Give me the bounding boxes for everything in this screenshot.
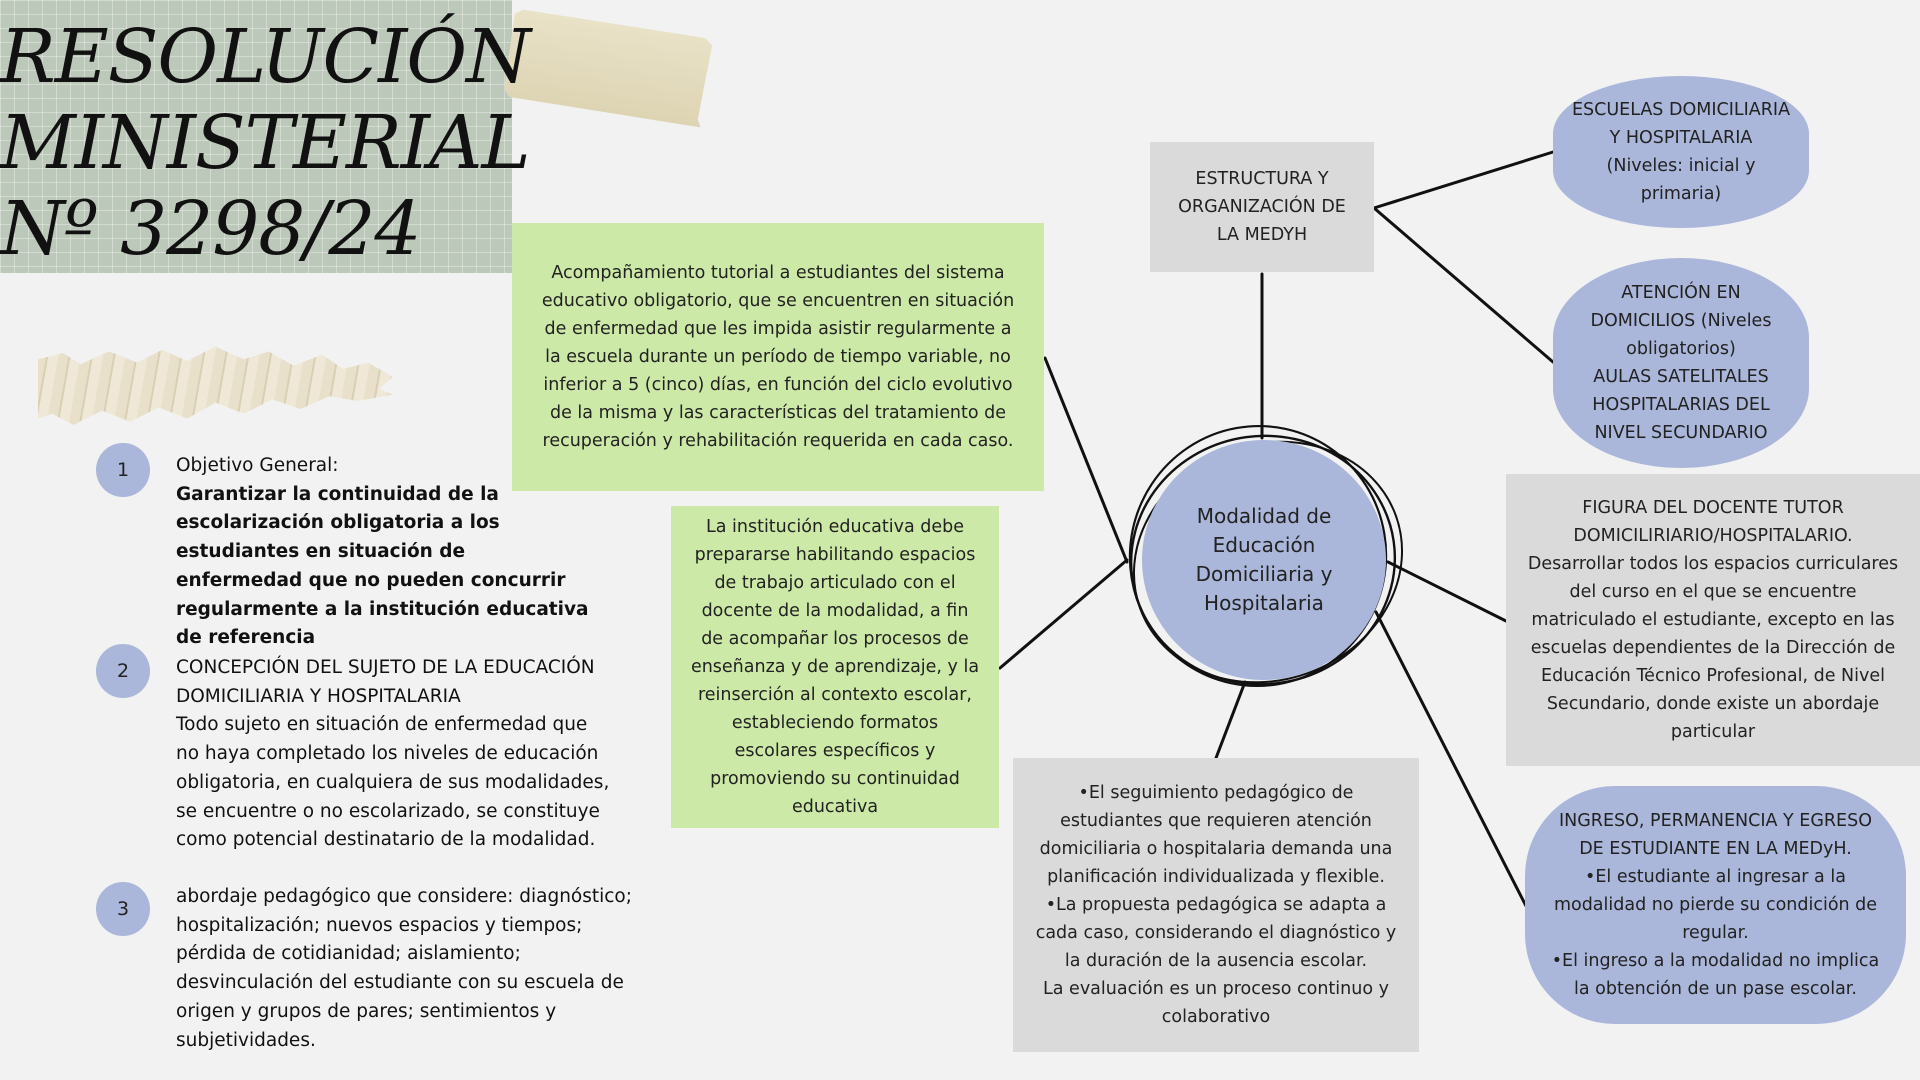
center-node-modalidad	[1142, 440, 1386, 680]
line-center-acompanamiento	[1045, 358, 1127, 562]
ingreso-text-1: •El estudiante al ingresar a la modalidad no pierde su condición de regular.	[1553, 867, 1878, 943]
line-center-institucion	[1000, 560, 1127, 668]
seguimiento-text-2: •La propuesta pedagógica se adapta a cada caso, considerando el diagnóstico y la duración de la ausencia escolar.	[1035, 895, 1397, 971]
line-center-figura	[1388, 562, 1508, 622]
box-ingreso	[1525, 786, 1906, 1024]
box-figura-docente	[1506, 474, 1920, 766]
line-estructura-escuelas	[1374, 152, 1553, 208]
escuelas-text: ESCUELAS DOMICILIARIA Y HOSPITALARIA (Niveles: inicial y primaria)	[1571, 100, 1791, 204]
estructura-text: ESTRUCTURA Y ORGANIZACIÓN DE LA MEDYH	[1178, 169, 1346, 245]
title-line-2: MINISTERIAL	[0, 100, 530, 186]
box-atencion	[1553, 258, 1809, 468]
concepcion-body: Todo sujeto en situación de enfermedad que no haya completado los niveles de educación obligatoria, en cualquiera de sus modalidades, se encuentre o no escolarizado, se constituye como potencial destinatario de la modalidad.	[176, 714, 610, 851]
objetivo-heading: Objetivo General:	[176, 455, 339, 476]
abordaje-body: abordaje pedagógico que considere: diagnóstico; hospitalización; nuevos espacios y tiempos; pérdida de cotidianidad; aislamiento; desvinculación del estudiante con su escuela de origen y grupos de pares; sentimientos y subjetividades.	[176, 886, 632, 1051]
objetivo-body: Garantizar la continuidad de la escolarización obligatoria a los estudiantes en situación de enfermedad que no pueden concurrir regularmente a la institución educativa de referencia	[176, 483, 589, 649]
list-number-badge: 1	[96, 443, 150, 497]
list-number-badge: 3	[96, 882, 150, 936]
atencion-text-1: ATENCIÓN EN DOMICILIOS (Niveles obligatorios)	[1590, 283, 1772, 359]
figura-heading: FIGURA DEL DOCENTE TUTOR DOMICILIRIARIO/HOSPITALARIO.	[1573, 498, 1853, 546]
center-text: Modalidad de Educación Domiciliaria y Hospitalaria	[1195, 504, 1333, 615]
institucion-text: La institución educativa debe prepararse habilitando espacios de trabajo articulado con el docente de la modalidad, a fin de acompañar los procesos de enseñanza y de aprendizaje, y la reinserción al contexto escolar, estableciendo formatos escolares específicos y promoviendo su continuidad educativa	[690, 517, 980, 817]
ingreso-heading: INGRESO, PERMANENCIA Y EGRESO DE ESTUDIANTE EN LA MEDyH.	[1558, 811, 1872, 859]
title-line-1: RESOLUCIÓN	[0, 14, 530, 100]
concepcion-heading: CONCEPCIÓN DEL SUJETO DE LA EDUCACIÓN DOMICILIARIA Y HOSPITALARIA	[176, 657, 595, 707]
title-line-3: Nº 3298/24	[0, 186, 421, 272]
seguimiento-text-3: La evaluación es un proceso continuo y colaborativo	[1043, 979, 1389, 1027]
acompanamiento-text: Acompañamiento tutorial a estudiantes del sistema educativo obligatorio, que se encuentren en situación de enfermedad que les impida asistir regularmente a la escuela durante un período de tiempo variable, no inferior a 5 (cinco) días, en función del ciclo evolutivo de la misma y las características del tratamiento de recuperación y rehabilitación requerida en cada caso.	[541, 263, 1015, 451]
atencion-text-2: AULAS SATELITALES HOSPITALARIAS DEL NIVEL SECUNDARIO	[1592, 367, 1770, 443]
list-item-concepcion	[176, 654, 616, 855]
figura-body: Desarrollar todos los espacios curriculares del curso en el que se encuentre matriculado el estudiante, excepto en las escuelas dependientes de la Dirección de Educación Técnico Profesional, de Nivel Secundario, donde existe un abordaje particular	[1527, 554, 1899, 742]
seguimiento-text-1: •El seguimiento pedagógico de estudiantes que requieren atención domiciliaria o hospitalaria demanda una planificación individualizada y flexible.	[1039, 783, 1393, 887]
box-institucion	[671, 506, 999, 828]
page-title	[0, 14, 530, 272]
box-escuelas	[1553, 76, 1809, 228]
ingreso-text-2: •El ingreso a la modalidad no implica la obtención de un pase escolar.	[1551, 951, 1880, 999]
line-estructura-atencion	[1374, 208, 1553, 362]
box-seguimiento	[1013, 758, 1419, 1052]
list-number-badge: 2	[96, 644, 150, 698]
box-acompanamiento	[512, 223, 1044, 491]
box-estructura	[1150, 142, 1374, 272]
line-center-seguimiento	[1216, 682, 1245, 758]
list-item-abordaje	[176, 883, 658, 1055]
